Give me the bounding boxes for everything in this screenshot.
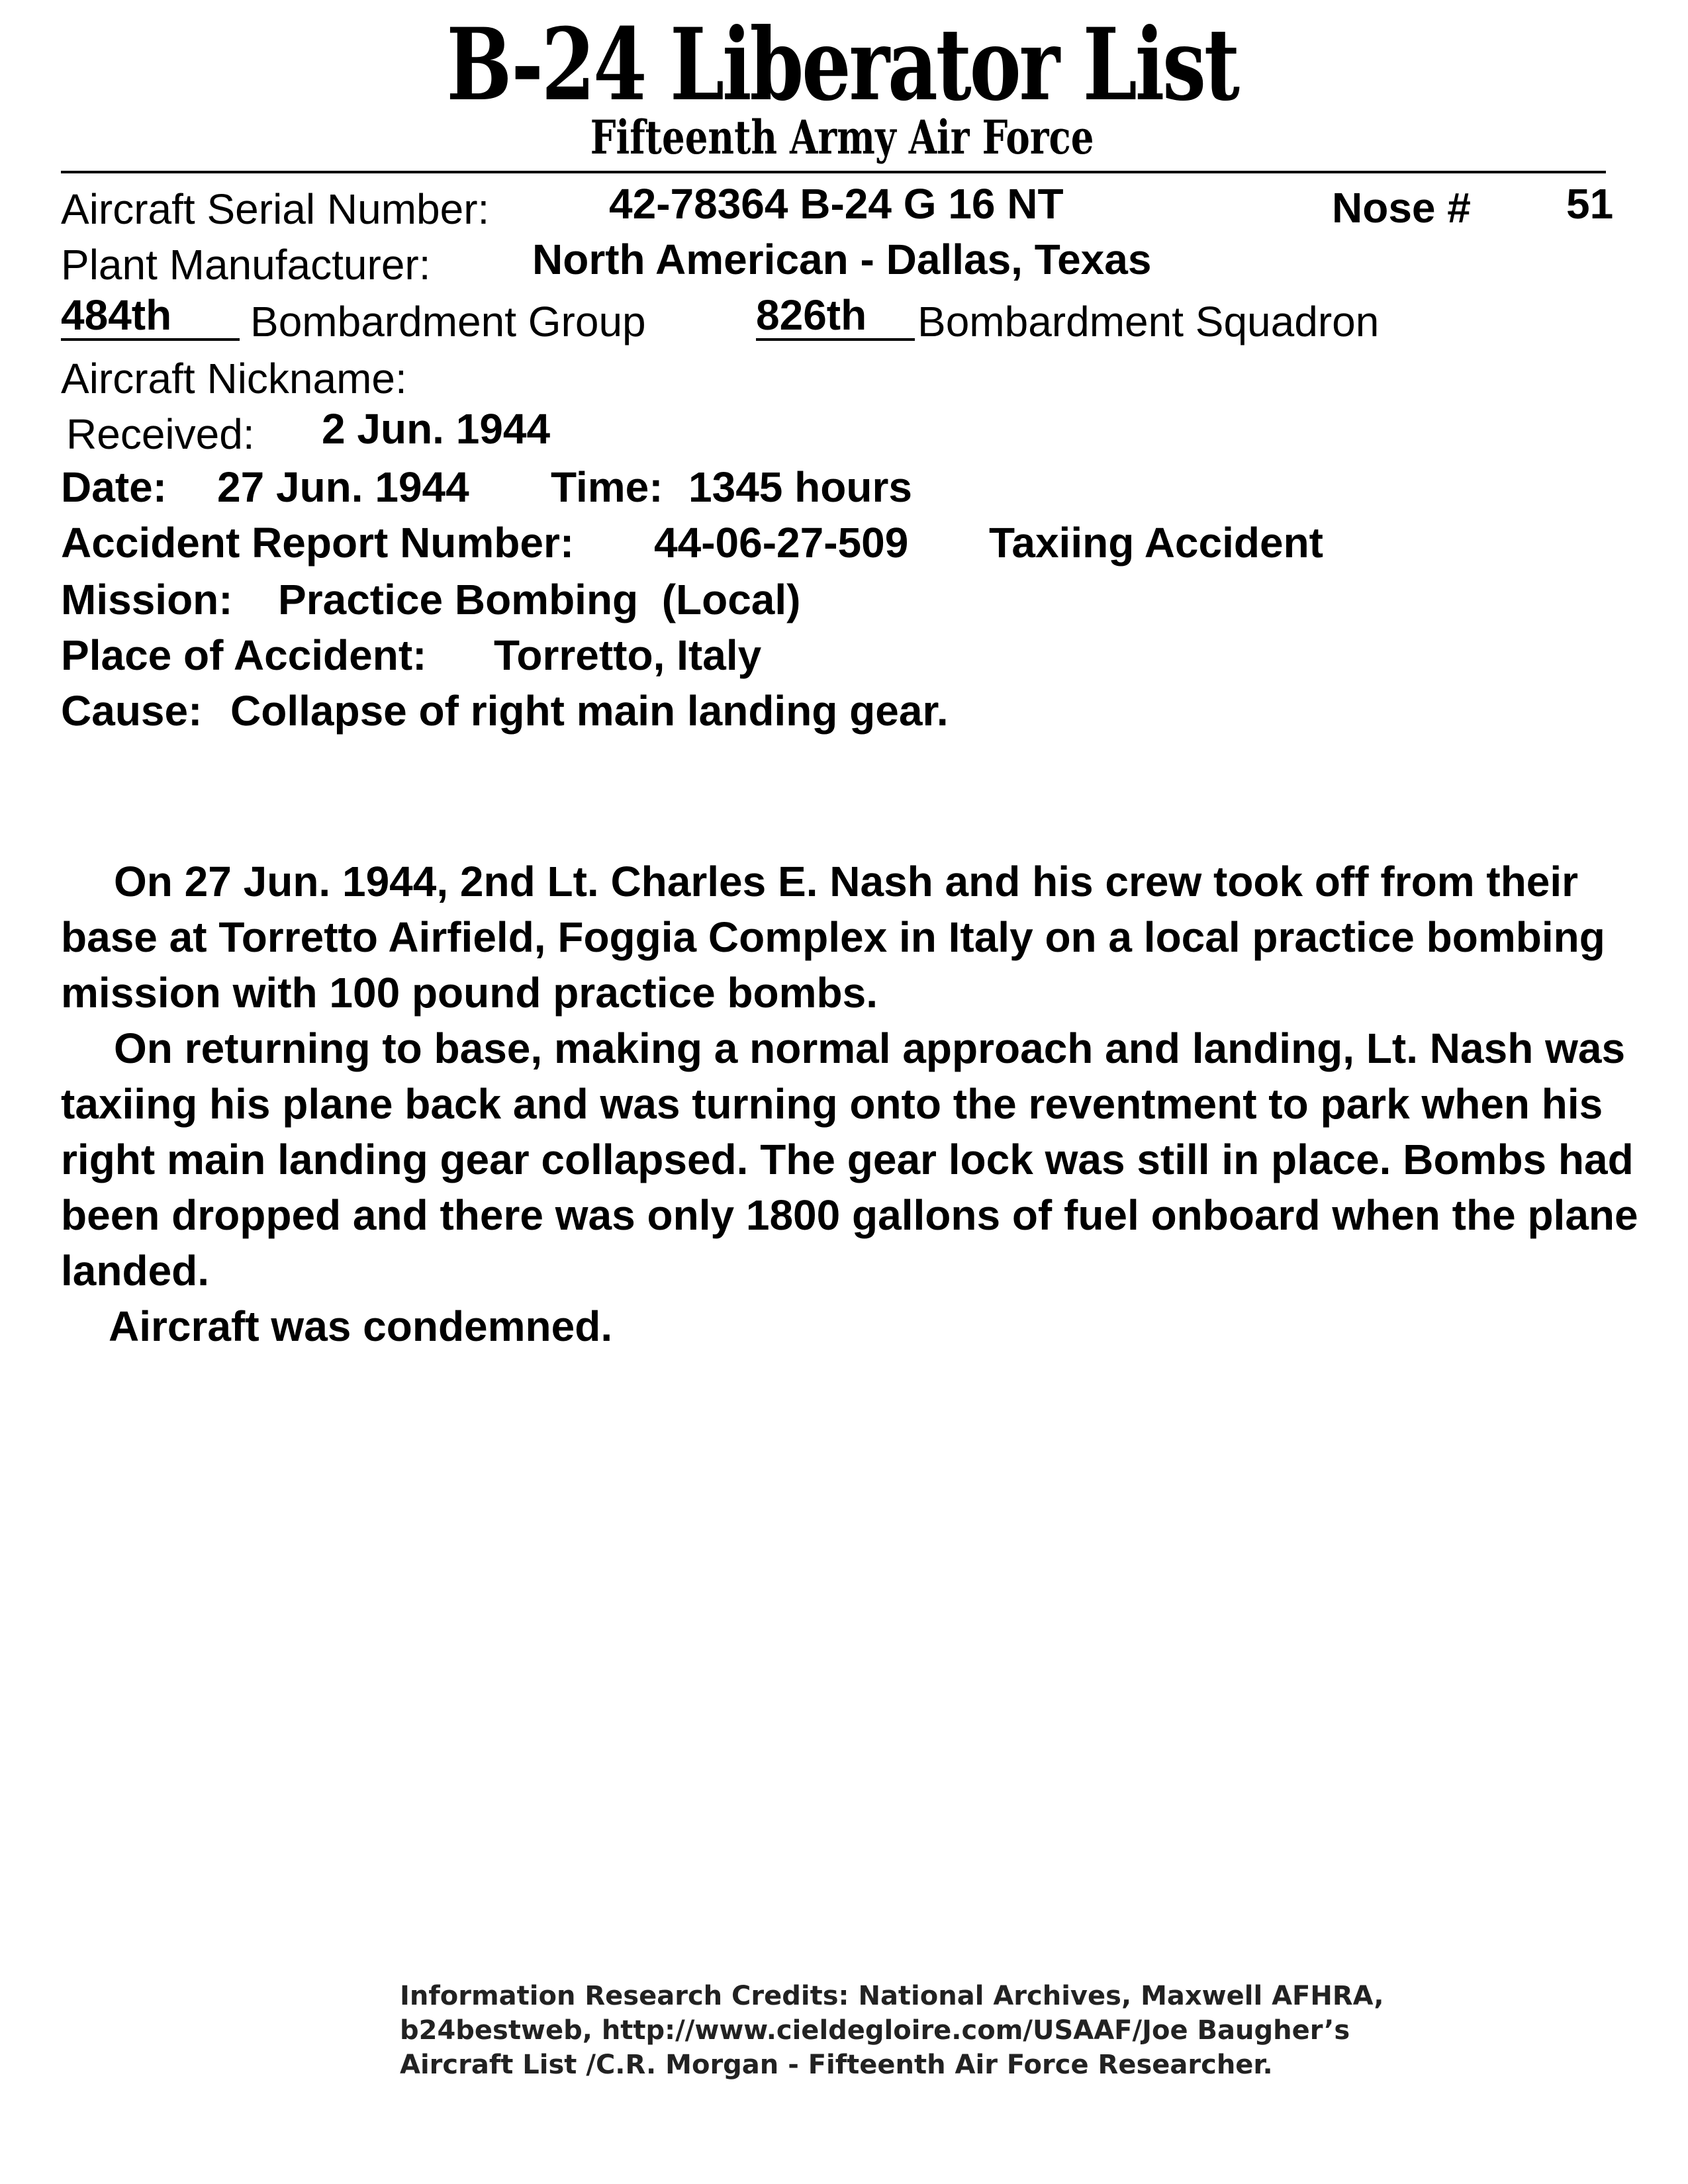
accident-type: Taxiing Accident — [989, 519, 1323, 567]
cause-label: Cause: — [61, 687, 203, 735]
narrative-paragraph: Aircraft was condemned. — [109, 1302, 613, 1350]
credits-line: b24bestweb, http://www.cieldegloire.com/USAAF/Joe Baugher’s — [400, 2015, 1350, 2046]
narrative-paragraph: On returning to base, making a normal approach and landing, Lt. Nash was taxiing his plane back and was turning onto the reventment to park when his right main landing gear collapsed. The gear lock was still in place. Bombs had been dropped and there was only 1800 gallons of fuel onboard when the plane landed. — [61, 1024, 1638, 1295]
narrative-paragraph: On 27 Jun. 1944, 2nd Lt. Charles E. Nash and his crew took off from their base at Torretto Airfield, Foggia Complex in Italy on a local practice bombing mission with 100 pound practice bombs. — [61, 858, 1605, 1017]
serial-label: Aircraft Serial Number: — [61, 185, 490, 233]
group-label: Bombardment Group — [250, 298, 646, 345]
cause-value: Collapse of right main landing gear. — [230, 687, 949, 735]
date-label: Date: — [61, 463, 167, 511]
report-label: Accident Report Number: — [61, 519, 575, 567]
credits-line: Information Research Credits: National Archives, Maxwell AFHRA, — [400, 1981, 1384, 2011]
plant-value: North American - Dallas, Texas — [532, 236, 1152, 283]
page-subtitle: Fifteenth Army Air Force — [590, 110, 1094, 165]
received-label: Received: — [66, 410, 255, 458]
page-title: B-24 Liberator List — [446, 7, 1238, 123]
serial-value: 42-78364 B-24 G 16 NT — [609, 180, 1064, 228]
mission-label: Mission: — [61, 576, 233, 623]
place-value: Torretto, Italy — [494, 631, 762, 679]
plant-label: Plant Manufacturer: — [61, 241, 431, 289]
date-value: 27 Jun. 1944 — [217, 463, 469, 511]
mission-value: Practice Bombing (Local) — [278, 576, 801, 623]
group-field — [61, 291, 240, 341]
group-value: 484th — [61, 292, 240, 341]
nickname-label: Aircraft Nickname: — [61, 355, 407, 402]
time-value: 1345 hours — [688, 463, 912, 511]
squadron-value: 826th — [756, 292, 915, 341]
squadron-field — [756, 291, 915, 341]
credits-line: Aircraft List /C.R. Morgan - Fifteenth Air Force Researcher. — [400, 2050, 1273, 2080]
squadron-label: Bombardment Squadron — [917, 298, 1380, 345]
header-divider — [61, 171, 1606, 173]
narrative — [61, 854, 1650, 1354]
report-value: 44-06-27-509 — [654, 519, 909, 567]
received-value: 2 Jun. 1944 — [322, 405, 551, 453]
nose-label: Nose # — [1332, 184, 1471, 232]
research-credits — [400, 1979, 1432, 2082]
time-label: Time: — [551, 463, 663, 511]
place-label: Place of Accident: — [61, 631, 427, 679]
nose-value: 51 — [1566, 180, 1614, 228]
